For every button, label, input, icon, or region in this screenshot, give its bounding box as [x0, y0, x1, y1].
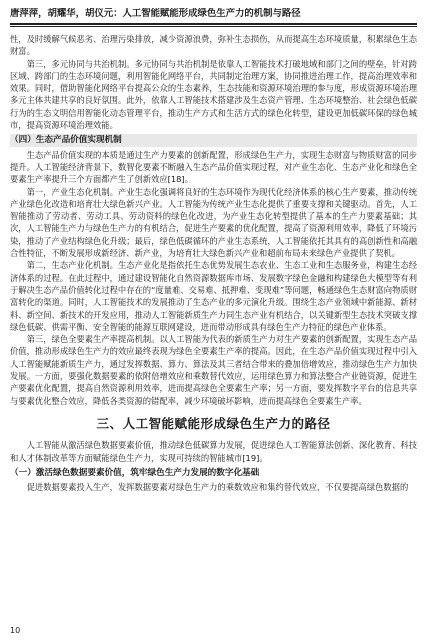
paragraph-ecology-industrialization: 第二，生态产业化机制。生态产业化是指依托生态优势发展生态农业、生态工业和生态服务业，构建生态经济体系的过程。在此过程中，通过建设智能化自然资源数据库市场、发展数字绿色金融和构建绿色大模型等有利于解决生态产品价值转化过程中存在的“度量难、交易难、抵押难、变现难”等问题，畅通绿色生态财富向物质财富转化的渠道。同时，人工智能技术的发展推动了生态产业的多元演化升级。围绕生态产业领域中新能源、新材料、新空间、新技术的开发应用，推动人工智能新质生产力同生态产业有机结合，以关键新型生态技术突破支撑绿色低碳、供需平衡、安全智能的能源互联网建设，进而带动形成具有绿色生产力特征的绿色产业体系。 [10, 260, 417, 332]
header-rule-thin [10, 26, 417, 27]
paragraph-data-elements: 促进数据要素投入生产，发挥数据要素对绿色生产力的乘数效应和集约替代效应，不仅要提高绿色数据的 [26, 482, 409, 493]
subsection-heading-value-realization: （四）生态产品价值实现机制 [10, 134, 417, 146]
section-heading-paths: 三、人工智能赋能形成绿色生产力的路径 [96, 415, 331, 431]
paragraph-collaboration-mechanism: 第三，多元协同与共治机制。多元协同与共治机制是依靠人工智能技术打破地域和部门之间的壁垒，针对跨区域、跨部门的生态环境问题，利用智能化网络平台，共同制定治理方案，协同推进治理工作，提高治理效率和效果。同时，借助智能化网络平台提高公众的生态素养，生态技能和资源环境治理的参与度，形成资源环境治理多元主体共建共享的良好氛围。此外，依靠人工智能技术搭建涉及生态资产管理、生态环境整治、社会绿色低碳行为的生态文明信用智能化动态管理平台，推动生产方式和生活方式的绿色化转型，建设更加低碳环保的绿色城市，提高资源环境治理效能。 [10, 58, 417, 131]
paragraph-industry-ecologization: 第一，产业生态化机制。产业生态化强调将良好的生态环境作为现代化经济体系的核心生产要素，推动传统产业绿色化改造和培育壮大绿色新兴产业。人工智能为传统产业生态化提供了重要支撑和关键驱动。首先，人工智能推动了劳动者、劳动工具、劳动资料的绿色化改进，为产业生态化转型提供了基本的生产力要素基础；其次，人工智能生产力与绿色生产力的有机结合，促进生产要素的优化配置，提高了资源利用效率，降低了环境污染，推动了产业结构绿色化升级；最后，绿色低碳循环的产业生态系统，人工智能依托其具有的高创新性和高融合性特征，不断发展形成新经济、新产业，为培育壮大绿色新兴产业和超前布局未来绿色产业提供了契机。 [10, 186, 417, 259]
paragraph-continuation: 性，及时缓解气候恶劣、治理污染排放，减少资源浪费，弥补生态损伤，从而提高生态环境质量，积累绿色生态财富。 [10, 34, 417, 57]
running-header: 唐萍萍，胡耀华，胡仪元：人工智能赋能形成绿色生产力的机制与路径 [10, 8, 301, 19]
page-number: 10 [10, 626, 21, 635]
paragraph-green-tfp: 第三，绿色全要素生产率提高机制。以人工智能为代表的新质生产力对生产要素的创新配置，实现生态产品价值，推动形成绿色生产力的效应最终表现为绿色全要素生产率的提高。因此，在生态产品价值实现过程中引入人工智能赋能新质生产力，通过发挥数据、算力、算法及其三者结合带来的叠加倍增效应，推动绿色生产力加快发展。一方面，要强化数据要素的依附倍增效应和乘数替代效应，运用绿色算力和算法整合产业链资源，促进生产要素优化配置，提高自然资源利用效率，进而提高绿色全要素生产率；另一方面，要发挥数字平台的信息共享与要素优化整合效应，降低各类资源的错配率，减少环境破坏影响，进而提高绿色全要素生产率。 [10, 334, 417, 406]
paragraph-value-realization-intro: 生态产品价值实现的本质是通过生产力要素的创新配置，形成绿色生产力，实现生态财富与物质财富的同步提升。人工智能经济背景下，数智化要素不断融入生态产品价值实现过程，对产业生态化、生态产业化和绿色全要素生产率提升三个方面都产生了创新效应[18]。 [10, 149, 417, 185]
header-rule-thick [10, 23, 417, 25]
subsection-heading-data-elements: （一）激活绿色数据要素价值，筑牢绿色生产力发展的数字化基础 [10, 467, 260, 478]
article-body [10, 33, 417, 493]
paragraph-paths-intro: 人工智能从激活绿色数据要素价值，推动绿色低碳算力发展，促进绿色人工智能算法创新、深化教育、科技和人才体制改革等方面赋能绿色生产力，实现可持续的智能城市[19]。 [10, 440, 417, 463]
